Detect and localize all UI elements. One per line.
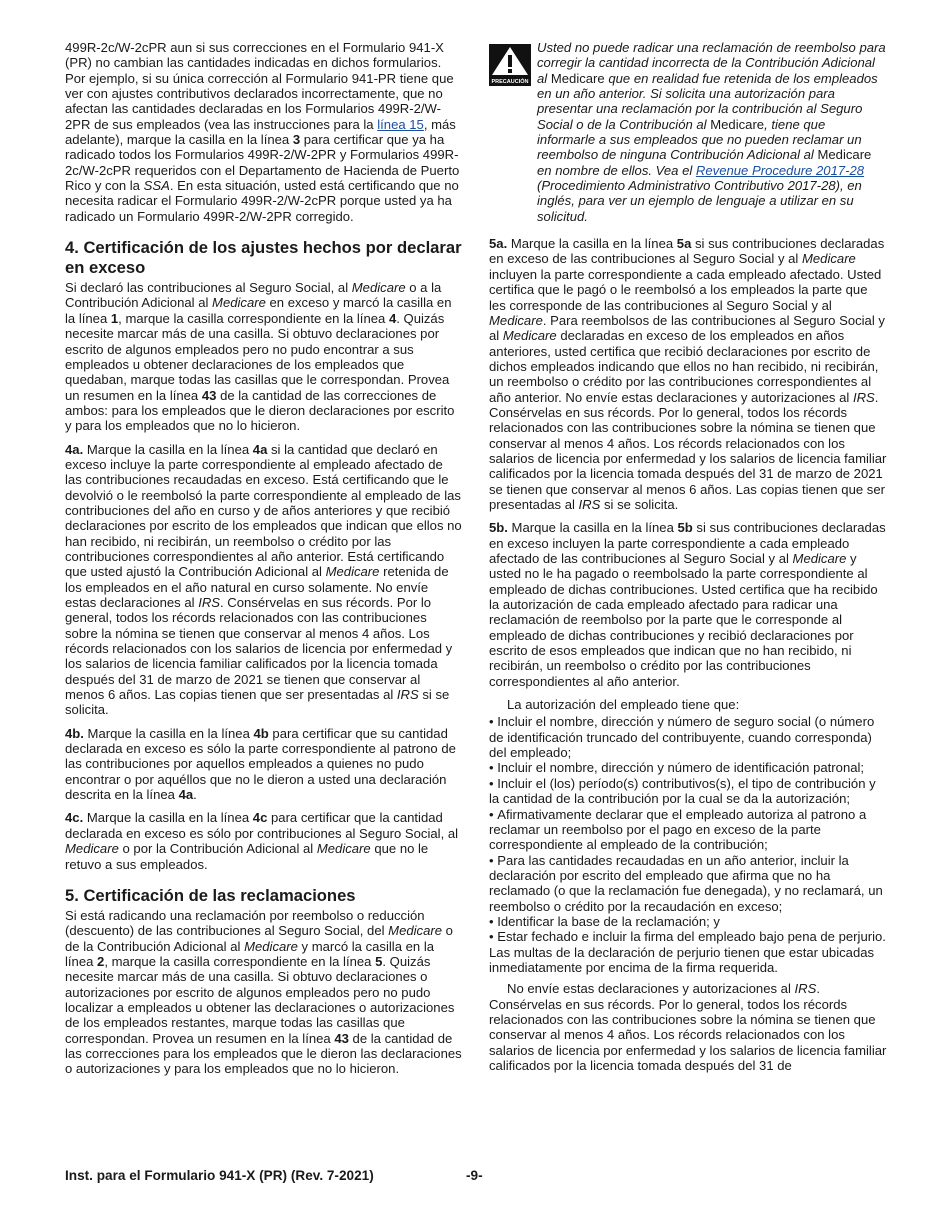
right-column	[489, 40, 887, 1075]
revenue-procedure-link[interactable]: Revenue Procedure 2017-28	[695, 162, 865, 178]
intro-paragraph: 499R-2c/W-2cPR aun si sus correcciones en el Formulario 941-X (PR) no cambian las cantidades indicadas en dichos formularios. Por ejemplo, si su única corrección al Formulario 941-PR tiene que ver con ajustes contributivos declarados incorrectamente, que no afectan las cantidades declaradas en los Formularios 499R-2/W-2PR de sus empleados (vea las instrucciones para la línea 15, más adelante), marque la casilla en la línea 3 para certificar que ya ha radicado todos los Formularios 499R-2/W-2PR y Formularios 499R-2c/W-2cPR requeridos con el Departamento de Hacienda de Puerto Rico y con la SSA. En esta situación, usted está certificando que no necesita radicar el Formulario 499R-2/W-2cPR porque usted ya ha radicado un Formulario 499R-2/W-2PR corregido.	[65, 40, 460, 224]
list-item: • Afirmativamente declarar que el empleado autoriza al patrono a reclamar un reembolso por el pago en exceso de la parte correspondiente al empleado de la contribución;	[489, 806, 867, 853]
list-item: • Incluir el nombre, dirección y número de identificación patronal;	[489, 760, 865, 776]
line-15-link[interactable]: línea 15	[377, 116, 424, 132]
list-item: • Para las cantidades recaudadas en un año anterior, incluir la declaración por escrito del empleado que afirma que no ha reclamado (o que la reclamación fue denegada), y no reclamará, un reembolso o crédito por la recaudación en exceso;	[489, 852, 883, 914]
form-title: Inst. para el Formulario 941-X (PR) (Rev. 7-2021)	[65, 1168, 374, 1183]
paragraph-4a: 4a. Marque la casilla en la línea 4a si la cantidad que declaró en exceso incluye la parte correspondiente al empleado afectado de las contribuciones recaudadas en exceso. Está certificando que le devolvió o le reembolsó la parte correspondiente al empleado de las contribuciones del año en curso y de años anteriores y que recibió declaraciones por escrito de los empleados que indican que ellos no han recibido, ni recibirán, un reembolso o crédito por las contribuciones correspondientes al año anterior. Está certificando que usted ajustó la Contribución Adicional al Medicare retenida de los empleados en el año natural en curso solamente. No envíe estas declaraciones al IRS. Consérvelas en sus récords. Por lo general, todos los récords relacionados con las contribuciones sobre la nómina se tienen que conservar al menos 4 años. Los récords relacionados con los salarios de licencia por enfermedad y los salarios de licencia familiar calificados por la licencia tomada después del 31 de marzo de 2021 se tienen que conservar al menos 6 años. Las copias tienen que ser presentadas al IRS si se solicita.	[65, 441, 462, 718]
page-footer	[65, 1168, 887, 1186]
page-number: -9-	[466, 1168, 483, 1183]
paragraph-4b: 4b. Marque la casilla en la línea 4b para certificar que su cantidad declarada en exceso es sólo la parte correspondiente al patrono de las contribuciones por aquellos empleados a quienes no pudo encontrar o por aquéllos que no le dieron a usted una declaración descrita en la línea 4a.	[65, 725, 456, 803]
paragraph-5a: 5a. Marque la casilla en la línea 5a si sus contribuciones declaradas en exceso de las contribuciones al Seguro Social y al Medicare incluyen la parte correspondiente a cada empleado afectado. Usted certifica que le pagó o le reembolsó a los empleados la parte que les corresponde de las contribuciones al Seguro Social y al Medicare. Para reembolsos de las contribuciones al Seguro Social y al Medicare declaradas en exceso de los empleados en años anteriores, usted certifica que recibió declaraciones por escrito de dichos empleados indicando que ellos no han recibido, ni recibirán, un reembolso o crédito por las contribuciones correspondientes al año anterior. No envíe estas declaraciones y autorizaciones al IRS. Consérvelas en sus récords. Por lo general, todos los récords relacionados con las contribuciones sobre la nómina se tienen que conservar al menos 4 años. Los récords relacionados con los salarios de licencia por enfermedad y los salarios de licencia familiar calificados por la licencia tomada después del 31 de marzo de 2021 se tienen que conservar al menos 6 años. Las copias tienen que ser presentadas al IRS si se solicita.	[489, 236, 887, 512]
section-4-heading: 4. Certificación de los ajustes hechos por declarar en exceso	[65, 238, 462, 278]
authorization-requirements-list	[489, 714, 887, 975]
list-item: • Estar fechado e incluir la firma del empleado bajo pena de perjurio. Las multas de la declaración de perjurio tienen que estar ubicadas inmediatamente por encima de la firma requerida.	[489, 929, 886, 975]
section-5-paragraph: Si está radicando una reclamación por reembolso o reducción (descuento) de las contribuciones al Seguro Social, del Medicare o de la Contribución Adicional al Medicare y marcó la casilla en la línea 2, marque la casilla correspondiente en la línea 5. Quizás necesite marcar más de una casilla. Si obtuvo declaraciones o autorizaciones por escrito de algunos empleados pero no pudo localizar a empleados u obtener las declaraciones o autorizaciones de los empleados restantes, marque todas las casillas que correspondan. Provea un resumen en la línea 43 de la cantidad de las correcciones para los empleados que le dieron las declaraciones o autorizaciones y para los empleados que no lo hicieron.	[65, 907, 462, 1077]
section-4-paragraph: Si declaró las contribuciones al Seguro Social, al Medicare o a la Contribución Adicional al Medicare en exceso y marcó la casilla en la línea 1, marque la casilla correspondiente en la línea 4. Quizás necesite marcar más de una casilla. Si obtuvo declaraciones por escrito de algunos empleados pero no pudo encontrar a sus empleados u obtener declaraciones de los empleados que quedaban, marque todas las casillas que le correspondan. Provea un resumen en la línea 43 de la cantidad de las correcciones de ambos: para los empleados que le dieron declaraciones por escrito y para los empleados que no lo hicieron.	[65, 280, 455, 434]
list-item: • Identificar la base de la reclamación; y	[489, 913, 720, 929]
paragraph-5b: 5b. Marque la casilla en la línea 5b si sus contribuciones declaradas en exceso incluyen la parte correspondiente a cada empleado afectado de las contribuciones al Seguro Social y al Medicare y usted no le ha pagado o reembolsado la parte correspondiente al empleado de dichas contribuciones. Usted certifica que ha recibido la autorización de cada empleado afectado para radicar una reclamación de reembolso por la parte que le corresponde al empleado de dichas contribuciones y recibió declaraciones por escrito de esos empleados que indican que no han recibido, ni recibirán, un reembolso o crédito por las contribuciones correspondientes al año anterior.	[489, 520, 886, 689]
list-item: • Incluir el nombre, dirección y número de seguro social (o número de identificación truncado del contribuyente, cuando corresponda) del empleado;	[489, 714, 875, 761]
caution-note: PRECAUCIÓN Usted no puede radicar una reclamación de reembolso para corregir la cantidad incorrecta de la Contribución Adicional al Medicare que en realidad fue retenida de los empleados en un año anterior. Si solicita una autorización para presentar una reclamación por la contribución al Seguro Social o de la Contribución al Medicare, tiene que informarle a sus empleados que no pueden reclamar un reembolso de ninguna Contribución Adicional al Medicare en nombre de ellos. Vea el Revenue Procedure 2017-28 (Procedimiento Administrativo Contributivo 2017-28), en inglés, para ver un ejemplo de lenguaje a utilizar en su solicitud.	[489, 40, 887, 224]
paragraph-4c: 4c. Marque la casilla en la línea 4c para certificar que la cantidad declarada en exceso es sólo por contribuciones al Seguro Social, al Medicare o por la Contribución Adicional al Medicare que no le retuvo a sus empleados.	[65, 810, 459, 872]
final-paragraph: No envíe estas declaraciones y autorizaciones al IRS. Consérvelas en sus récords. Por lo general, todos los récords relacionados con las contribuciones sobre la nómina se tienen que conservar al menos 4 años. Los récords relacionados con los salarios de licencia por enfermedad y los salarios de licencia familiar calificados por la licencia tomada después del 31 de	[489, 981, 887, 1073]
caution-badge-label: PRECAUCIÓN	[491, 79, 529, 85]
left-column	[65, 40, 463, 1085]
caution-warning-icon	[489, 44, 531, 86]
list-item: • Incluir el (los) período(s) contributivos(s), el tipo de contribución y la cantidad de la contribución por la cual se da la autorización;	[489, 775, 876, 807]
authorization-intro: La autorización del empleado tiene que:	[507, 697, 740, 713]
section-5-heading: 5. Certificación de las reclamaciones	[65, 885, 356, 905]
